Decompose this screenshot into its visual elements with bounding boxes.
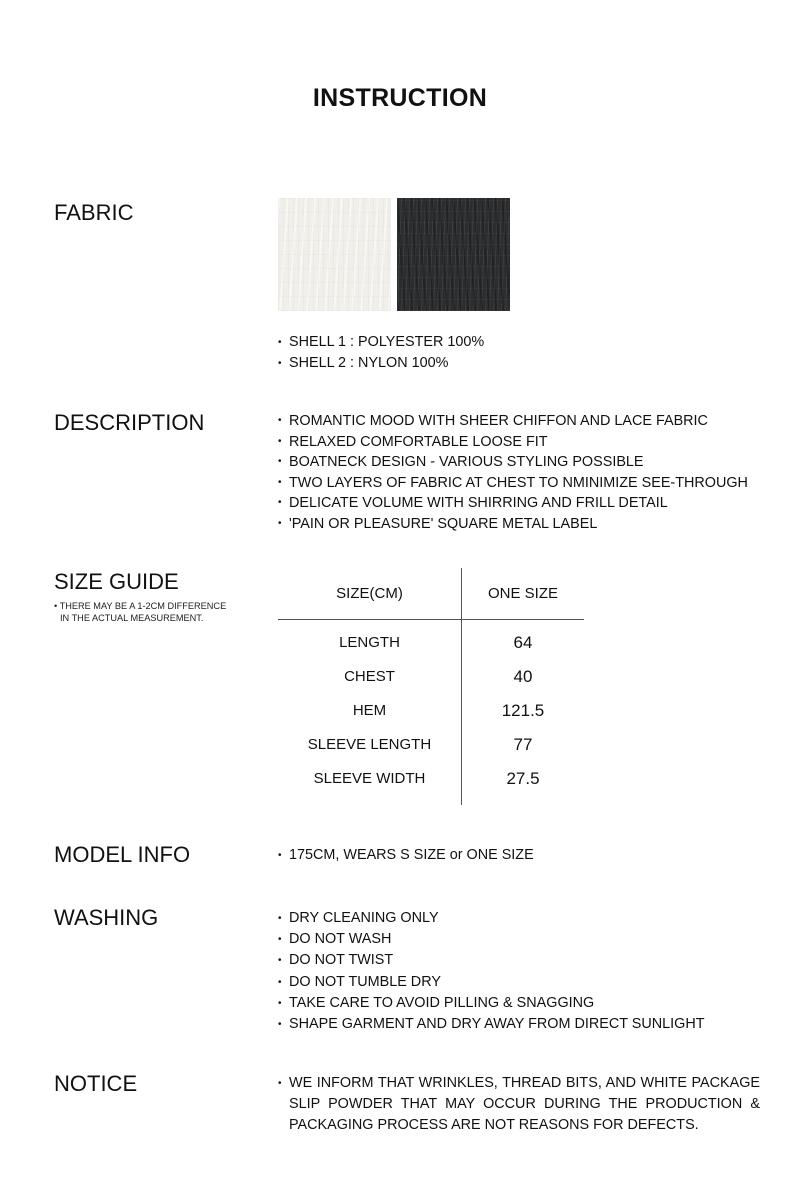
description-item: • DELICATE VOLUME WITH SHIRRING AND FRILL DETAIL: [278, 493, 748, 514]
washing-item: • DRY CLEANING ONLY: [278, 908, 705, 929]
washing-item: • DO NOT TWIST: [278, 950, 705, 971]
row-label: LENGTH: [339, 634, 400, 651]
description-item: • ROMANTIC MOOD WITH SHEER CHIFFON AND LACE FABRIC: [278, 411, 748, 432]
size-note-line2: IN THE ACTUAL MEASUREMENT.: [60, 613, 204, 623]
fabric-item: • SHELL 2 : NYLON 100%: [278, 353, 484, 374]
notice-text-block: [278, 1073, 760, 1136]
washing-item: • TAKE CARE TO AVOID PILLING & SNAGGING: [278, 993, 705, 1014]
size-guide-heading: SIZE GUIDE: [54, 569, 179, 594]
model-info-list: [278, 845, 534, 866]
washing-item: • DO NOT TUMBLE DRY: [278, 972, 705, 993]
description-item: • TWO LAYERS OF FABRIC AT CHEST TO NMINIMIZE SEE-THROUGH: [278, 473, 748, 494]
model-info-item: • 175CM, WEARS S SIZE or ONE SIZE: [278, 845, 534, 866]
row-value: 27.5: [506, 769, 540, 788]
washing-list: [278, 908, 705, 1035]
washing-item: • DO NOT WASH: [278, 929, 705, 950]
description-item: • RELAXED COMFORTABLE LOOSE FIT: [278, 432, 748, 453]
description-heading: DESCRIPTION: [54, 410, 205, 435]
size-table: [278, 568, 584, 805]
size-guide-note: [54, 600, 226, 624]
header-one-size: ONE SIZE: [487, 585, 558, 602]
fabric-list: [278, 332, 484, 374]
notice-text: WE INFORM THAT WRINKLES, THREAD BITS, AND WHITE PACKAGE SLIP POWDER THAT MAY OCCUR DURING THE PRODUCTION & PACKAGING PROCESS ARE NOT REASONS FOR DEFECTS.: [289, 1075, 760, 1133]
model-info-heading: MODEL INFO: [54, 842, 191, 867]
description-list: [278, 411, 748, 534]
notice-heading: NOTICE: [54, 1071, 138, 1096]
row-label: HEM: [352, 702, 387, 719]
washing-heading: WASHING: [54, 905, 159, 930]
black-fabric-swatch: [397, 198, 510, 311]
size-note-line1: • THERE MAY BE A 1-2CM DIFFERENCE: [54, 601, 227, 611]
fabric-heading: FABRIC: [54, 200, 134, 225]
row-label: SLEEVE LENGTH: [307, 736, 432, 753]
row-label: CHEST: [344, 668, 395, 685]
bullet-dot: •: [278, 1078, 282, 1089]
table-divider-horizontal: [278, 619, 584, 620]
white-fabric-swatch: [278, 198, 391, 311]
row-label: SLEEVE WIDTH: [313, 770, 426, 787]
row-value: 40: [513, 667, 533, 686]
fabric-item: • SHELL 1 : POLYESTER 100%: [278, 332, 484, 353]
header-size-cm: SIZE(CM): [336, 585, 403, 602]
row-value: 77: [513, 735, 533, 754]
description-item: • BOATNECK DESIGN - VARIOUS STYLING POSSIBLE: [278, 452, 748, 473]
row-value: 64: [513, 633, 533, 652]
description-item: • 'PAIN OR PLEASURE' SQUARE METAL LABEL: [278, 514, 748, 535]
page-title: INSTRUCTION: [312, 84, 488, 112]
washing-item: • SHAPE GARMENT AND DRY AWAY FROM DIRECT SUNLIGHT: [278, 1014, 705, 1035]
row-value: 121.5: [501, 701, 545, 720]
